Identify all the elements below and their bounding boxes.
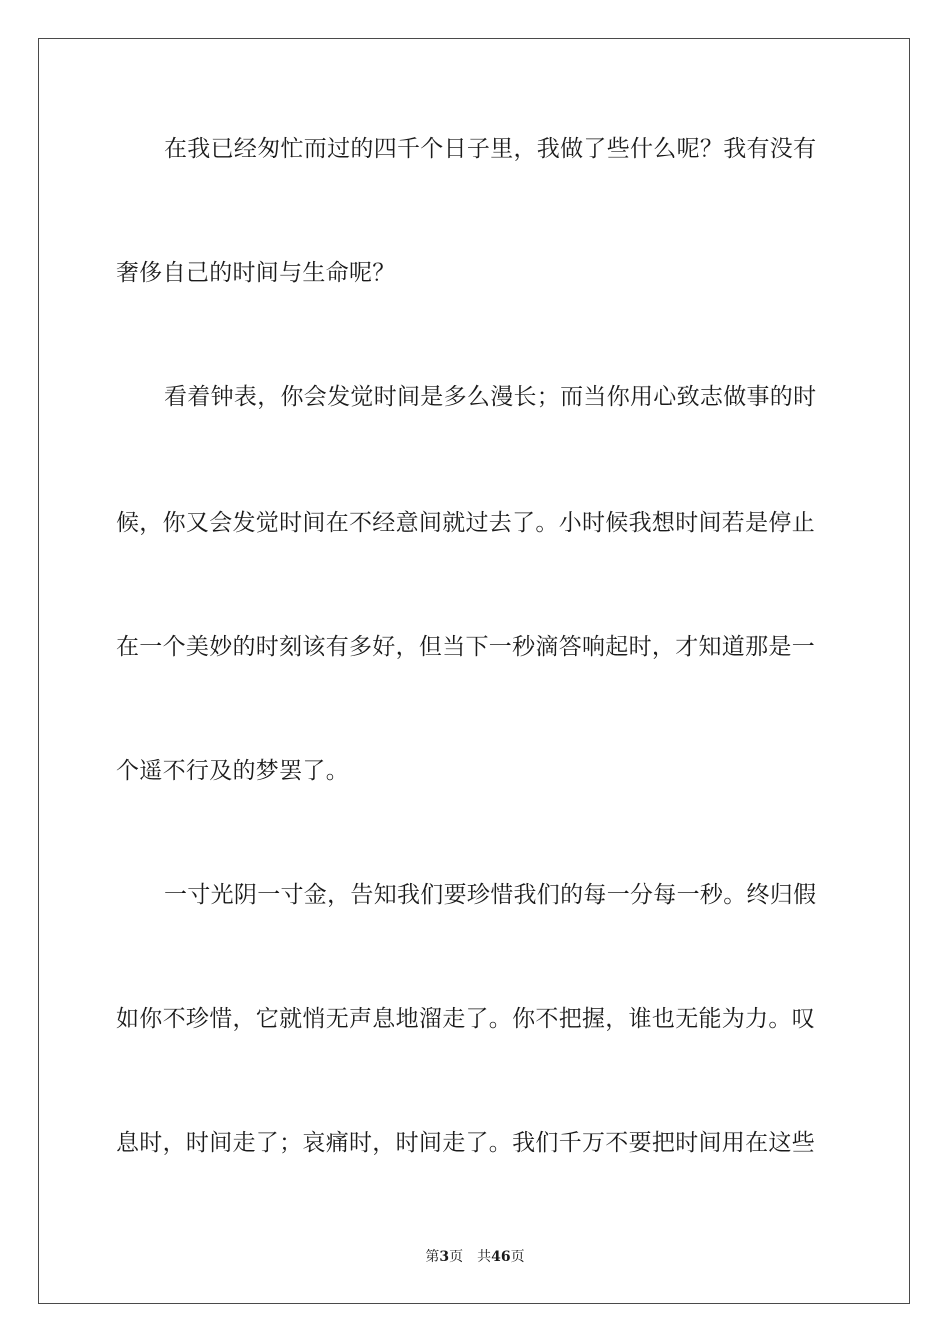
paragraph-1-line-2: 奢侈自己的时间与生命呢？ bbox=[116, 260, 396, 286]
paragraph-2-line-3: 在一个美妙的时刻该有多好，但当下一秒滴答响起时，才知道那是一 bbox=[116, 634, 815, 660]
paragraph-2-line-2: 候，你又会发觉时间在不经意间就过去了。小时候我想时间若是停止 bbox=[116, 510, 815, 536]
footer-total-prefix: 共 bbox=[477, 1249, 492, 1265]
page-footer bbox=[0, 1246, 950, 1266]
footer-page-total: 46 bbox=[491, 1249, 511, 1265]
paragraph-2-line-1: 看着钟表，你会发觉时间是多么漫长；而当你用心致志做事的时 bbox=[164, 384, 817, 410]
paragraph-3-line-3: 息时，时间走了；哀痛时，时间走了。我们千万不要把时间用在这些 bbox=[116, 1130, 815, 1156]
paragraph-2-line-4: 个遥不行及的梦罢了。 bbox=[116, 758, 349, 784]
page-border bbox=[38, 38, 910, 1304]
paragraph-3-line-1: 一寸光阴一寸金，告知我们要珍惜我们的每一分每一秒。终归假 bbox=[164, 882, 817, 908]
footer-page-suffix: 页 bbox=[449, 1249, 464, 1265]
footer-total-suffix: 页 bbox=[510, 1249, 525, 1265]
footer-page-current: 3 bbox=[439, 1249, 450, 1265]
paragraph-3-line-2: 如你不珍惜，它就悄无声息地溜走了。你不把握，谁也无能为力。叹 bbox=[116, 1006, 815, 1032]
paragraph-1-line-1: 在我已经匆忙而过的四千个日子里，我做了些什么呢？我有没有 bbox=[164, 136, 817, 162]
footer-page-prefix: 第 bbox=[425, 1249, 440, 1265]
